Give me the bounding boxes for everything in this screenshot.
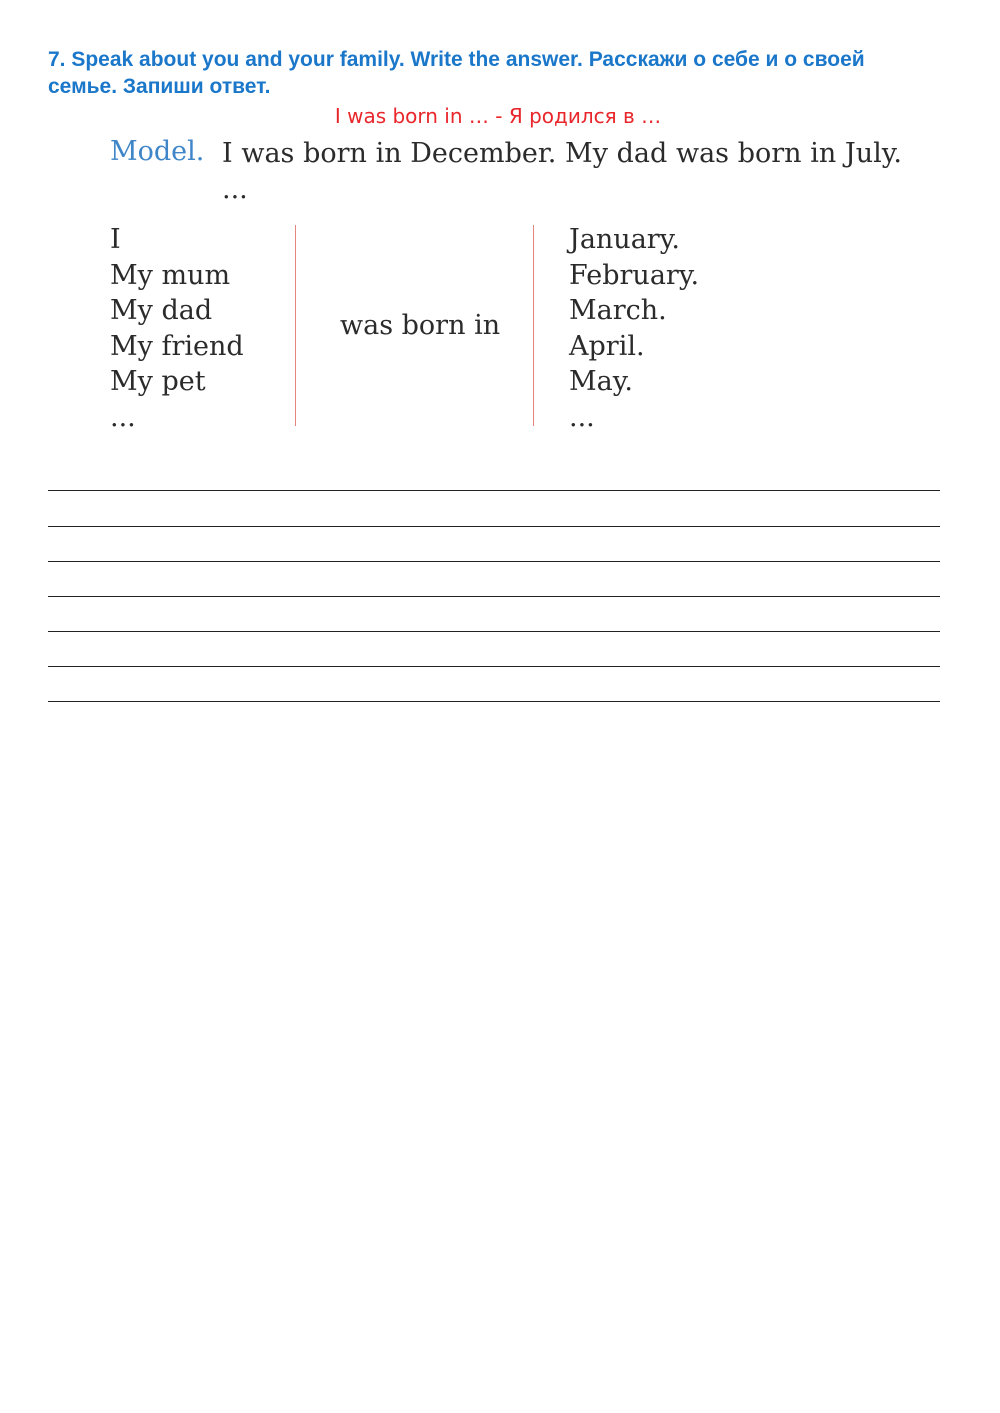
- subject-item: My pet: [110, 366, 206, 397]
- verb-phrase: was born in: [340, 310, 501, 341]
- answer-line[interactable]: [48, 666, 940, 667]
- answer-line[interactable]: [48, 596, 940, 597]
- months-column: [569, 222, 699, 435]
- month-item: January.: [569, 224, 680, 255]
- subjects-column: [110, 222, 244, 435]
- answer-line[interactable]: [48, 490, 940, 491]
- month-item: ...: [569, 401, 595, 433]
- answer-line[interactable]: [48, 631, 940, 632]
- month-item: March.: [569, 295, 667, 326]
- exercise-instruction: 7. Speak about you and your family. Write the answer. Расскажи о себе и о своей семье. Запиши ответ.: [48, 48, 865, 98]
- model-label: Model.: [110, 136, 205, 167]
- column-divider: [295, 225, 296, 426]
- subject-item: My mum: [110, 259, 231, 291]
- month-item: April.: [569, 330, 645, 362]
- translation-hint-text: I was born in … - Я родился в …: [334, 104, 662, 128]
- subject-item: I: [110, 224, 121, 255]
- month-item: May.: [569, 366, 633, 397]
- answer-line[interactable]: [48, 701, 940, 702]
- model-text: I was born in December. My dad was born in July. ...: [222, 138, 902, 205]
- subject-item: My dad: [110, 295, 213, 326]
- subject-item: ...: [110, 401, 136, 433]
- column-divider: [533, 225, 534, 426]
- answer-line[interactable]: [48, 526, 940, 527]
- translation-hint: [0, 104, 1000, 128]
- answer-line[interactable]: [48, 561, 940, 562]
- subject-item: My friend: [110, 330, 244, 362]
- month-item: February.: [569, 259, 700, 291]
